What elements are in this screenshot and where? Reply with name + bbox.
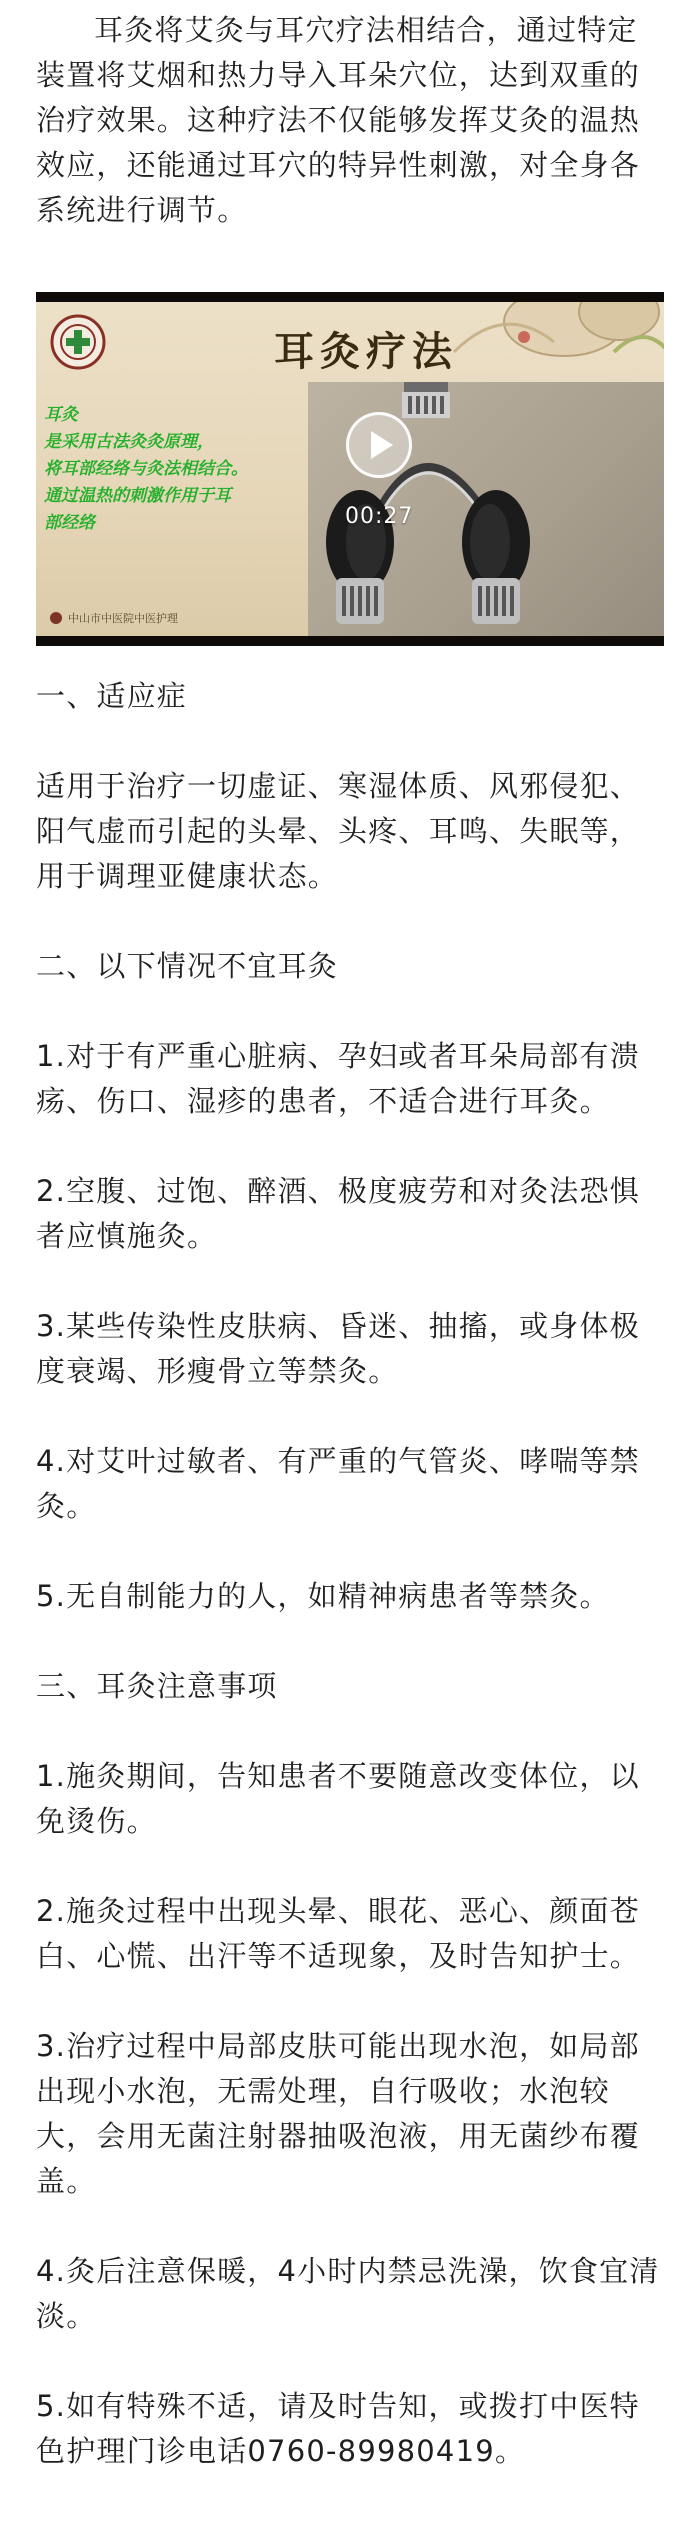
section-heading: 一、适应症 (36, 679, 188, 713)
video-thumbnail (36, 302, 664, 636)
section-heading: 三、耳灸注意事项 (36, 1669, 278, 1703)
list-item: 3.某些传染性皮肤病、昏迷、抽搐，或身体极度衰竭、形瘦骨立等禁灸。 (36, 1309, 640, 1388)
footer-text: 中山市中医院中医护理 (68, 612, 178, 625)
list-item: 4.灸后注意保暖，4小时内禁忌洗澡，饮食宜清淡。 (36, 2254, 660, 2333)
list-item: 2.施灸过程中出现头晕、眼花、恶心、颜面苍白、心慌、出汗等不适现象，及时告知护士。 (36, 1894, 641, 1973)
intro-paragraph: 耳灸将艾灸与耳穴疗法相结合，通过特定装置将艾烟和热力导入耳朵穴位，达到双重的治疗效果。这种疗法不仅能够发挥艾灸的温热效应，还能通过耳穴的特异性刺激，对全身各系统进行调节。 (36, 13, 641, 227)
video-top-bar (36, 292, 664, 302)
paragraph: 适用于治疗一切虚证、寒湿体质、风邪侵犯、阳气虚而引起的头晕、头疼、耳鸣、失眠等，用于调理亚健康状态。 (36, 769, 641, 893)
list-item: 1.对于有严重心脏病、孕妇或者耳朵局部有溃疡、伤口、湿疹的患者，不适合进行耳灸。 (36, 1039, 640, 1118)
footer-logo-icon (50, 612, 62, 624)
list-item: 5.无自制能力的人，如精神病患者等禁灸。 (36, 1579, 610, 1613)
list-item: 5.如有特殊不适，请及时告知，或拨打中医特色护理门诊电话0760-89980419。 (36, 2389, 640, 2468)
play-icon (371, 431, 393, 459)
video-bottom-bar (36, 636, 664, 646)
video-player[interactable] (36, 292, 664, 646)
slide-description (44, 402, 309, 537)
slide-footer (50, 610, 178, 626)
slide-line: 是采用古法灸灸原理， (44, 432, 214, 452)
list-item: 3.治疗过程中局部皮肤可能出现水泡，如局部出现小水泡，无需处理，自行吸收；水泡较大，会用无菌注射器抽吸泡液，用无菌纱布覆盖。 (36, 2029, 641, 2198)
slide-line: 部经络 (44, 513, 95, 533)
hospital-logo-icon (50, 314, 106, 370)
slide-line: 通过温热的刺激作用于耳 (44, 486, 231, 506)
slide-title: 耳灸疗法 (274, 328, 458, 375)
section-heading: 二、以下情况不宜耳灸 (36, 949, 339, 983)
list-item: 4.对艾叶过敏者、有严重的气管炎、哮喘等禁灸。 (36, 1444, 640, 1523)
list-item: 1.施灸期间，告知患者不要随意改变体位，以免烫伤。 (36, 1759, 640, 1838)
slide-line: 耳灸 (44, 405, 78, 425)
video-duration: 00:27 (345, 504, 414, 529)
play-button[interactable] (346, 412, 412, 478)
slide-line: 将耳部经络与灸法相结合。 (44, 459, 248, 479)
list-item: 2.空腹、过饱、醉酒、极度疲劳和对灸法恐惧者应慎施灸。 (36, 1174, 640, 1253)
